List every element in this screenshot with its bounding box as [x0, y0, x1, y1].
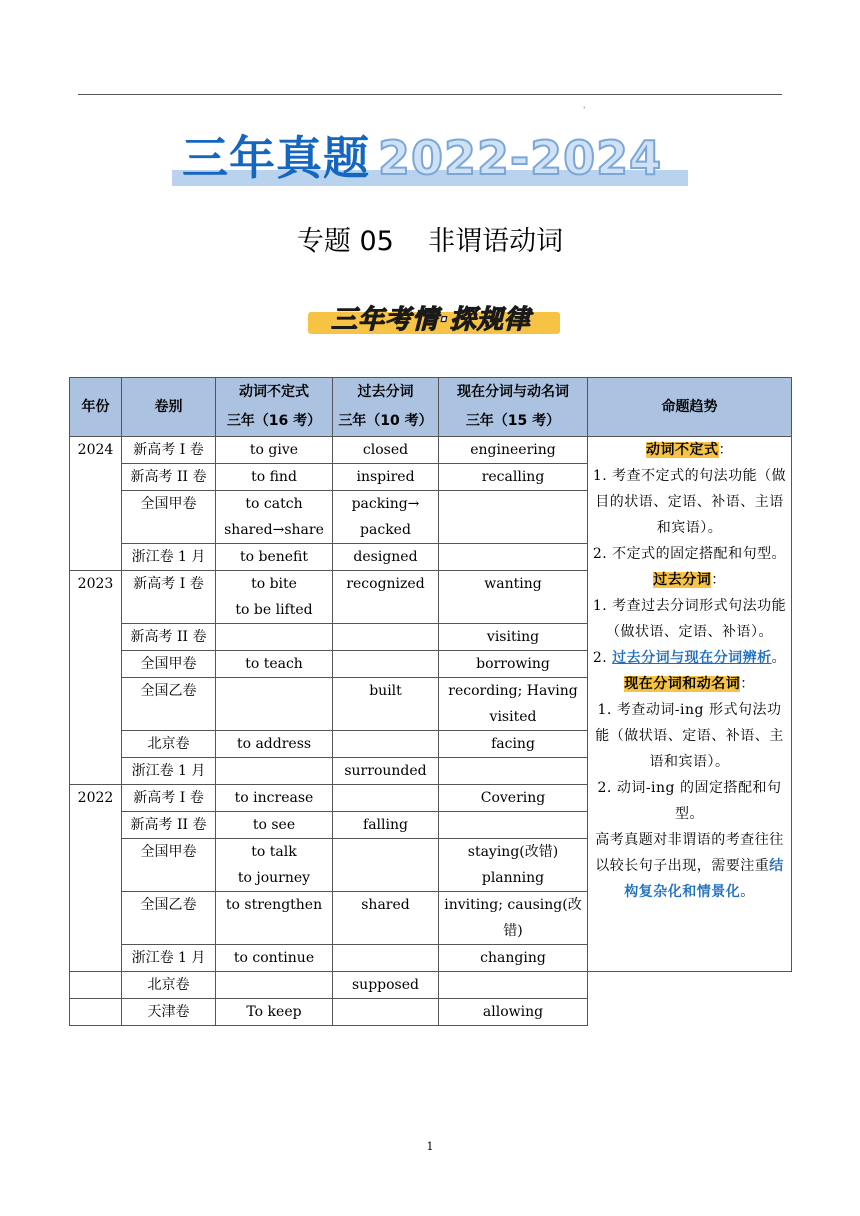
- infinitive-cell: to find: [216, 464, 333, 491]
- past-participle-cell: closed: [333, 437, 439, 464]
- paper-cell: 全国甲卷: [122, 491, 216, 544]
- past-participle-cell: built: [333, 678, 439, 731]
- trend-pp-2: 2. 过去分词与现在分词辨析。: [592, 650, 787, 666]
- trend-inf: 动词不定式：: [646, 442, 733, 458]
- trend-pp: 过去分词：: [653, 572, 726, 588]
- present-participle-cell: recording; Having visited: [439, 678, 588, 731]
- paper-cell: 北京卷: [122, 972, 216, 999]
- trend-pp-link[interactable]: 过去分词与现在分词辨析: [612, 650, 772, 666]
- trend-inf-2: 2. 不定式的固定搭配和句型。: [592, 546, 787, 562]
- past-participle-cell: [333, 731, 439, 758]
- banner-years: 2022-2024: [378, 131, 663, 185]
- present-participle-cell: engineering: [439, 437, 588, 464]
- trend-inf-head: 动词不定式: [646, 442, 719, 458]
- paper-cell: 新高考 I 卷: [122, 785, 216, 812]
- year-cell: 2024: [70, 437, 122, 571]
- header-trend: 命题趋势: [588, 378, 792, 437]
- infinitive-cell: to increase: [216, 785, 333, 812]
- present-participle-cell: changing: [439, 945, 588, 972]
- infinitive-cell: to talk to journey: [216, 839, 333, 892]
- paper-cell: 天津卷: [122, 999, 216, 1026]
- paper-cell: 全国乙卷: [122, 678, 216, 731]
- header-paper: 卷别: [122, 378, 216, 437]
- paper-cell: 全国甲卷: [122, 651, 216, 678]
- present-participle-cell: wanting: [439, 571, 588, 624]
- table-row: [70, 437, 792, 464]
- present-participle-cell: facing: [439, 731, 588, 758]
- present-participle-cell: [439, 758, 588, 785]
- present-participle-cell: Covering: [439, 785, 588, 812]
- infinitive-cell: to teach: [216, 651, 333, 678]
- present-participle-cell: [439, 812, 588, 839]
- present-participle-cell: [439, 972, 588, 999]
- infinitive-cell: To keep: [216, 999, 333, 1026]
- section-badge: [298, 302, 564, 340]
- header-mark: ˈ: [583, 106, 586, 115]
- paper-cell: 浙江卷 1 月: [122, 758, 216, 785]
- header-past-participle: 过去分词 三年（10 考）: [333, 378, 439, 437]
- header-infinitive: 动词不定式 三年（16 考）: [216, 378, 333, 437]
- trend-ing: 现在分词和动名词：: [624, 676, 755, 692]
- paper-cell: 全国甲卷: [122, 839, 216, 892]
- year-cell: 2022: [70, 785, 122, 972]
- infinitive-cell: to see: [216, 812, 333, 839]
- subject-title: 专题 05 非谓语动词: [296, 226, 564, 257]
- trend-ing-1: 1. 考查动词-ing 形式句法功能（做状语、定语、补语、主语和宾语）。: [595, 702, 784, 770]
- header-year: 年份: [70, 378, 122, 437]
- past-participle-cell: [333, 945, 439, 972]
- badge-text: 三年考情·探规律: [331, 305, 531, 335]
- present-participle-cell: inviting; causing(改 错): [439, 892, 588, 945]
- exam-table: [69, 377, 792, 1026]
- banner-text: [182, 130, 662, 186]
- trend-pp-head: 过去分词: [653, 572, 712, 588]
- trend-cell: [588, 437, 792, 972]
- past-participle-cell: surrounded: [333, 758, 439, 785]
- past-participle-cell: packing→ packed: [333, 491, 439, 544]
- infinitive-cell: to catch shared→share: [216, 491, 333, 544]
- header-rule: [78, 94, 782, 95]
- present-participle-cell: visiting: [439, 624, 588, 651]
- past-participle-cell: [333, 651, 439, 678]
- past-participle-cell: recognized: [333, 571, 439, 624]
- header-present-participle: 现在分词与动名词 三年（15 考）: [439, 378, 588, 437]
- year-cell: 2023: [70, 571, 122, 785]
- past-participle-cell: supposed: [333, 972, 439, 999]
- paper-cell: 新高考 II 卷: [122, 812, 216, 839]
- table-row: [70, 999, 792, 1026]
- present-participle-cell: staying(改错) planning: [439, 839, 588, 892]
- infinitive-cell: [216, 972, 333, 999]
- past-participle-cell: [333, 785, 439, 812]
- paper-cell: 新高考 I 卷: [122, 571, 216, 624]
- past-participle-cell: designed: [333, 544, 439, 571]
- paper-cell: 新高考 I 卷: [122, 437, 216, 464]
- trend-summary-key: 结构复杂化和情景化: [624, 858, 784, 900]
- paper-cell: 北京卷: [122, 731, 216, 758]
- paper-cell: 全国乙卷: [122, 892, 216, 945]
- past-participle-cell: [333, 999, 439, 1026]
- trend-pp-1: 1. 考查过去分词形式句法功能（做状语、定语、补语）。: [592, 598, 787, 640]
- past-participle-cell: inspired: [333, 464, 439, 491]
- infinitive-cell: [216, 758, 333, 785]
- trend-summary: 高考真题对非谓语的考查往往以较长句子出现，需要注重结构复杂化和情景化。: [595, 832, 784, 900]
- trend-inf-1: 1. 考查不定式的句法功能（做目的状语、定语、补语、主语和宾语）。: [592, 468, 787, 536]
- infinitive-cell: to strengthen: [216, 892, 333, 945]
- banner-chinese: 三年真题: [182, 131, 370, 185]
- past-participle-cell: shared: [333, 892, 439, 945]
- year-cell-empty: [70, 999, 122, 1026]
- infinitive-cell: to bite to be lifted: [216, 571, 333, 624]
- infinitive-cell: [216, 678, 333, 731]
- table-header-row: [70, 378, 792, 437]
- trend-ing-2: 2. 动词-ing 的固定搭配和句型。: [597, 780, 782, 822]
- infinitive-cell: to benefit: [216, 544, 333, 571]
- past-participle-cell: [333, 839, 439, 892]
- present-participle-cell: recalling: [439, 464, 588, 491]
- paper-cell: 浙江卷 1 月: [122, 945, 216, 972]
- past-participle-cell: falling: [333, 812, 439, 839]
- paper-cell: 新高考 II 卷: [122, 464, 216, 491]
- trend-ing-head: 现在分词和动名词: [624, 676, 741, 692]
- infinitive-cell: to give: [216, 437, 333, 464]
- present-participle-cell: [439, 544, 588, 571]
- present-participle-cell: [439, 491, 588, 544]
- infinitive-cell: to address: [216, 731, 333, 758]
- infinitive-cell: [216, 624, 333, 651]
- paper-cell: 新高考 II 卷: [122, 624, 216, 651]
- infinitive-cell: to continue: [216, 945, 333, 972]
- title-banner: [172, 130, 688, 186]
- year-cell-empty: [70, 972, 122, 999]
- present-participle-cell: allowing: [439, 999, 588, 1026]
- page-number: 1: [426, 1140, 434, 1153]
- table-row: [70, 972, 792, 999]
- table-body: [70, 437, 792, 1026]
- past-participle-cell: [333, 624, 439, 651]
- paper-cell: 浙江卷 1 月: [122, 544, 216, 571]
- present-participle-cell: borrowing: [439, 651, 588, 678]
